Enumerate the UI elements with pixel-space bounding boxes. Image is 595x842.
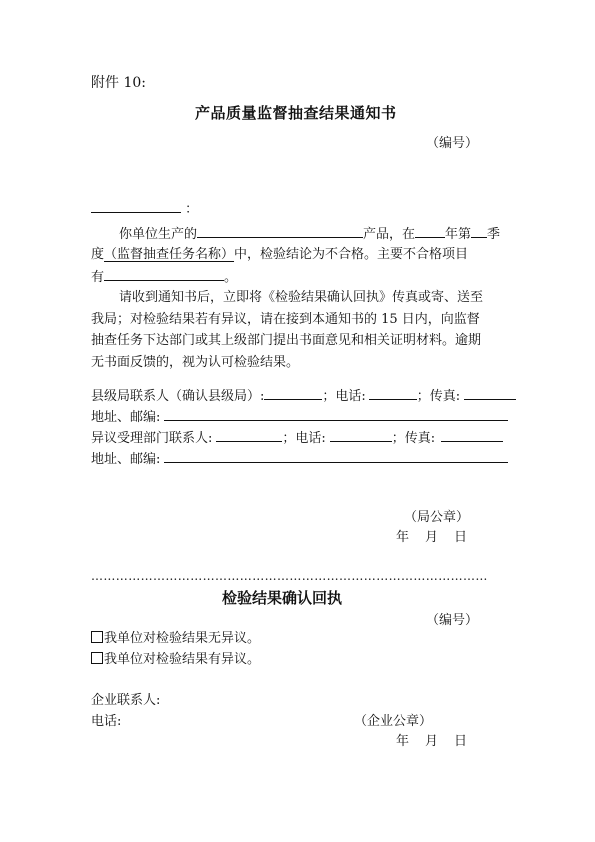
county-address-line: [91, 407, 508, 427]
option-no-objection-label: 我单位对检验结果无异议。: [104, 631, 261, 646]
objection-contact-label: 异议受理部门联系人:: [91, 431, 213, 446]
county-address-label: 地址、邮编:: [91, 410, 161, 425]
objection-phone-blank[interactable]: [330, 428, 392, 442]
p1-text-i: 。: [224, 270, 238, 285]
county-address-blank[interactable]: [164, 407, 508, 421]
objection-address-blank[interactable]: [164, 449, 508, 463]
county-phone-blank[interactable]: [369, 386, 417, 400]
paragraph-2-line-3: 抽查任务下达部门或其上级部门提出书面意见和相关证明材料。逾期: [91, 333, 482, 348]
company-seal: （企业公章）: [354, 714, 433, 729]
cut-line-divider: ……………………………………………………………………………………: [91, 569, 488, 583]
county-phone-label: ；电话:: [322, 389, 366, 404]
checkbox-objection[interactable]: [91, 652, 103, 664]
objection-address-label: 地址、邮编:: [91, 452, 161, 467]
receipt-title: 检验结果确认回执: [222, 589, 343, 607]
option-no-objection[interactable]: [91, 630, 260, 648]
nonconforming-items-blank[interactable]: [104, 267, 224, 281]
objection-contact-blank[interactable]: [216, 428, 282, 442]
recipient-colon: ：: [185, 202, 199, 217]
notice-date-month: 月: [425, 530, 439, 545]
recipient-line: [91, 199, 198, 219]
p1-text-b: 产品，在: [363, 227, 416, 242]
notice-date: [396, 529, 467, 547]
objection-fax-blank[interactable]: [441, 428, 503, 442]
paragraph-2-line-2: 我局；对检验结果若有异议，请在接到本通知书的 15 日内，向监督: [91, 312, 480, 327]
notice-date-year: 年: [396, 530, 410, 545]
receipt-date-day: 日: [454, 734, 468, 749]
p1-text-g: 中，检验结论为不合格。主要不合格项目: [234, 247, 469, 262]
p1-text-d: 季: [487, 227, 501, 242]
county-contact-line: [91, 386, 516, 406]
p1-text-h: 有: [91, 270, 105, 285]
paragraph-1-line-1: [119, 224, 500, 244]
receipt-date-month: 月: [425, 734, 439, 749]
notice-number-label: （编号）: [426, 136, 479, 151]
option-objection[interactable]: [91, 651, 260, 669]
recipient-blank[interactable]: [91, 199, 181, 213]
bureau-seal: （局公章）: [404, 510, 470, 525]
company-phone-label: 电话:: [91, 714, 122, 729]
paragraph-1-line-2: [91, 246, 468, 264]
paragraph-2-line-4: 无书面反馈的，视为认可检验结果。: [91, 355, 300, 370]
receipt-date-year: 年: [396, 734, 410, 749]
receipt-date: [396, 733, 467, 751]
product-blank[interactable]: [197, 224, 363, 238]
notice-title: 产品质量监督抽查结果通知书: [195, 104, 397, 122]
p1-text-c: 年第: [445, 227, 472, 242]
county-contact-label: 县级局联系人（确认县级局）:: [91, 389, 265, 404]
p1-text-a: 你单位生产的: [119, 227, 198, 242]
county-fax-blank[interactable]: [464, 386, 516, 400]
task-name-field[interactable]: （监督抽查任务名称）: [104, 247, 235, 262]
quarter-blank[interactable]: [471, 224, 487, 238]
paragraph-1-line-3: [91, 267, 237, 287]
year-blank[interactable]: [415, 224, 445, 238]
p1-text-e: 度: [91, 247, 105, 262]
county-fax-label: ；传真:: [416, 389, 461, 404]
paragraph-2-line-1: 请收到通知书后，立即将《检验结果确认回执》传真或寄、送至: [119, 290, 484, 305]
objection-contact-line: [91, 428, 503, 448]
objection-address-line: [91, 449, 508, 469]
checkbox-no-objection[interactable]: [91, 631, 103, 643]
receipt-number-label: （编号）: [426, 613, 479, 628]
county-contact-blank[interactable]: [264, 386, 322, 400]
objection-fax-label: ；传真:: [391, 431, 436, 446]
notice-date-day: 日: [454, 530, 468, 545]
objection-phone-label: ；电话:: [282, 431, 326, 446]
attachment-label: 附件 10:: [91, 75, 146, 91]
option-objection-label: 我单位对检验结果有异议。: [104, 652, 261, 667]
company-contact-label: 企业联系人:: [91, 693, 161, 708]
